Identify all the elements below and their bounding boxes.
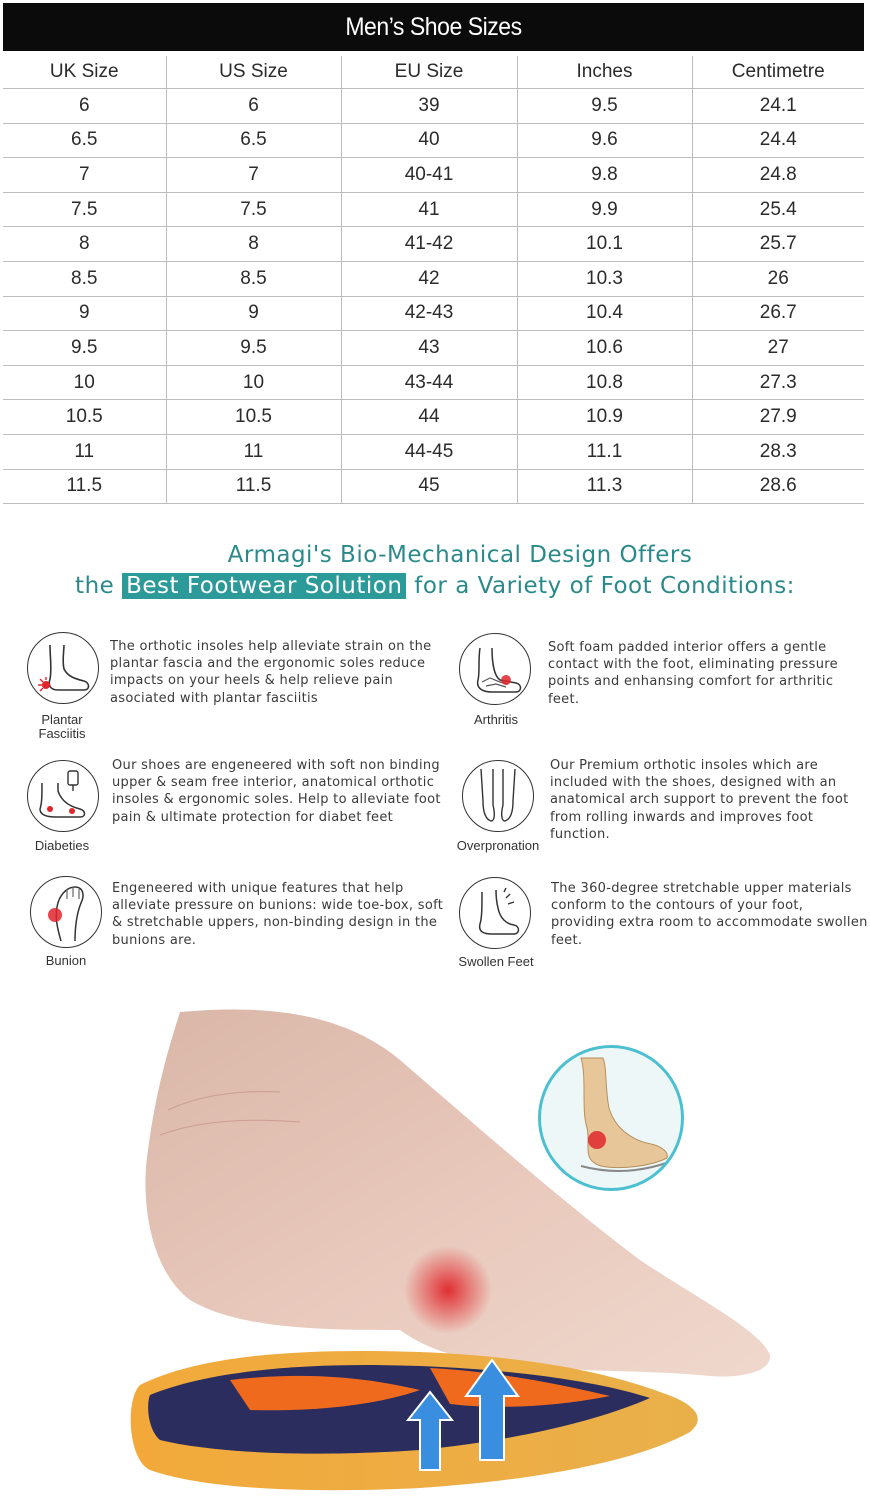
table-row xyxy=(3,331,864,366)
table-row xyxy=(3,434,864,469)
cell-uk: 6.5 xyxy=(3,123,166,158)
condition-description: Our Premium orthotic insoles which are included with the shoes, designed with an anatomical arch support to prevent the foot from rolling inwards and improves foot function. xyxy=(550,758,849,842)
cell-cm: 24.8 xyxy=(692,158,864,193)
cell-inches: 10.3 xyxy=(517,261,692,296)
cell-uk: 9.5 xyxy=(3,331,166,366)
condition-description: Our shoes are engeneered with soft non binding upper & seam free interior, anatomical orthotic insoles & ergonomic soles. Help to alleviate foot pain & ultimate protection for diabet feet xyxy=(112,758,441,825)
table-row xyxy=(3,365,864,400)
table-row xyxy=(3,400,864,435)
cell-eu: 43-44 xyxy=(341,365,517,400)
cell-cm: 27 xyxy=(692,331,864,366)
headline xyxy=(0,540,870,601)
table-row xyxy=(3,123,864,158)
cell-inches: 10.8 xyxy=(517,365,692,400)
cell-uk: 7 xyxy=(3,158,166,193)
cell-uk: 6 xyxy=(3,89,166,124)
cell-eu: 44 xyxy=(341,400,517,435)
cell-us: 7.5 xyxy=(166,192,341,227)
column-header-eu: EU Size xyxy=(341,56,517,89)
condition-description: The 360-degree stretchable upper materials conform to the contours of your foot, providing extra room to accommodate swollen feet. xyxy=(551,881,868,948)
cell-eu: 40-41 xyxy=(341,158,517,193)
heel-pain-inset xyxy=(538,1045,684,1191)
cell-us: 8 xyxy=(166,227,341,262)
cell-eu: 41 xyxy=(341,192,517,227)
cell-cm: 28.6 xyxy=(692,469,864,504)
cell-us: 6 xyxy=(166,89,341,124)
cell-inches: 9.6 xyxy=(517,123,692,158)
cell-uk: 9 xyxy=(3,296,166,331)
cell-cm: 24.1 xyxy=(692,89,864,124)
cell-cm: 26 xyxy=(692,261,864,296)
cell-us: 11 xyxy=(166,434,341,469)
overpronation-icon xyxy=(462,760,534,832)
cell-cm: 25.7 xyxy=(692,227,864,262)
cell-eu: 40 xyxy=(341,123,517,158)
table-row xyxy=(3,296,864,331)
column-header-cm: Centimetre xyxy=(692,56,864,89)
condition-description: The orthotic insoles help alleviate strain on the plantar fascia and the ergonomic soles reduce impacts on your heels & help relieve pain asociated with plantar fasciitis xyxy=(110,639,432,706)
condition-label: Diabeties xyxy=(34,838,90,853)
table-row xyxy=(3,89,864,124)
size-chart-title: Men’s Shoe Sizes xyxy=(37,3,829,51)
cell-eu: 43 xyxy=(341,331,517,366)
cell-us: 8.5 xyxy=(166,261,341,296)
cell-inches: 9.8 xyxy=(517,158,692,193)
condition-label: Arthritis xyxy=(473,712,519,727)
cell-eu: 42-43 xyxy=(341,296,517,331)
foot-insole-illustration xyxy=(0,990,870,1500)
arthritis-icon xyxy=(459,633,531,705)
headline-post: for a Variety of Foot Conditions: xyxy=(414,573,795,599)
size-chart xyxy=(3,3,864,504)
cell-cm: 26.7 xyxy=(692,296,864,331)
cell-inches: 10.6 xyxy=(517,331,692,366)
swollen-feet-icon xyxy=(459,877,531,949)
cell-us: 10.5 xyxy=(166,400,341,435)
size-table-header-row xyxy=(3,56,864,89)
cell-uk: 10.5 xyxy=(3,400,166,435)
cell-uk: 11 xyxy=(3,434,166,469)
cell-eu: 39 xyxy=(341,89,517,124)
table-row xyxy=(3,192,864,227)
cell-eu: 41-42 xyxy=(341,227,517,262)
condition-label: Bunion xyxy=(45,953,87,968)
cell-us: 7 xyxy=(166,158,341,193)
column-header-uk: UK Size xyxy=(3,56,166,89)
cell-uk: 7.5 xyxy=(3,192,166,227)
cell-us: 6.5 xyxy=(166,123,341,158)
bunion-icon xyxy=(30,876,102,948)
headline-pre: the xyxy=(75,573,115,599)
cell-cm: 24.4 xyxy=(692,123,864,158)
cell-cm: 27.3 xyxy=(692,365,864,400)
diabetes-icon xyxy=(27,760,99,832)
column-header-us: US Size xyxy=(166,56,341,89)
condition-label: Swollen Feet xyxy=(458,954,534,969)
cell-uk: 11.5 xyxy=(3,469,166,504)
condition-description: Engeneered with unique features that help alleviate pressure on bunions: wide toe-box, soft & stretchable uppers, non-binding design in the bunions are. xyxy=(112,881,444,948)
cell-inches: 11.3 xyxy=(517,469,692,504)
cell-inches: 9.5 xyxy=(517,89,692,124)
headline-line-2 xyxy=(0,571,870,601)
headline-highlight: Best Footwear Solution xyxy=(122,573,406,599)
table-row xyxy=(3,227,864,262)
cell-uk: 8.5 xyxy=(3,261,166,296)
condition-description: Soft foam padded interior offers a gentle contact with the foot, eliminating pressure points and enhansing comfort for arthritic feet. xyxy=(548,640,838,707)
cell-uk: 8 xyxy=(3,227,166,262)
cell-us: 9 xyxy=(166,296,341,331)
cell-eu: 45 xyxy=(341,469,517,504)
cell-uk: 10 xyxy=(3,365,166,400)
column-header-inches: Inches xyxy=(517,56,692,89)
cell-cm: 28.3 xyxy=(692,434,864,469)
cell-us: 9.5 xyxy=(166,331,341,366)
headline-line-1: Armagi's Bio-Mechanical Design Offers xyxy=(227,542,693,568)
cell-inches: 9.9 xyxy=(517,192,692,227)
cell-eu: 42 xyxy=(341,261,517,296)
plantar-fasciitis-icon xyxy=(27,632,99,704)
table-row xyxy=(3,469,864,504)
condition-label: Overpronation xyxy=(456,838,540,853)
table-row xyxy=(3,158,864,193)
cell-inches: 10.1 xyxy=(517,227,692,262)
cell-cm: 27.9 xyxy=(692,400,864,435)
condition-label: Plantar Fasciitis xyxy=(38,712,86,741)
cell-us: 11.5 xyxy=(166,469,341,504)
cell-cm: 25.4 xyxy=(692,192,864,227)
cell-us: 10 xyxy=(166,365,341,400)
cell-inches: 11.1 xyxy=(517,434,692,469)
size-table xyxy=(3,56,864,504)
cell-inches: 10.4 xyxy=(517,296,692,331)
cell-eu: 44-45 xyxy=(341,434,517,469)
table-row xyxy=(3,261,864,296)
cell-inches: 10.9 xyxy=(517,400,692,435)
